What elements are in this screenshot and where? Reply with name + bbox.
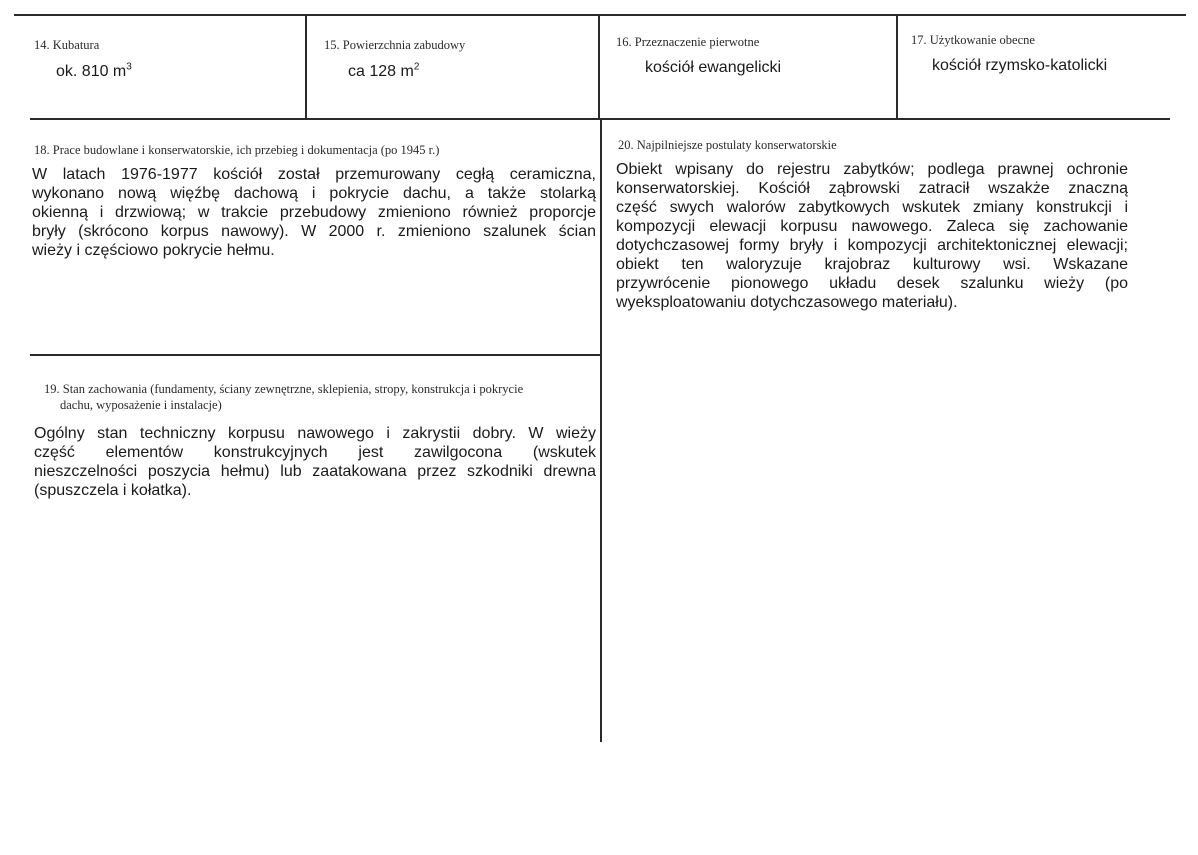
field-19-line: część elementów konstrukcyjnych jest zawilgocona (wskutek [34,444,596,461]
field-19-line: nieszczelności poszycia hełmu) lub zaatakowana przez szkodniki drewna [34,463,596,480]
field-20-line: wyeksploatowaniu dotychczasowego materiału). [616,294,958,311]
field-19-line: (spuszczela i kołatka). [34,482,192,499]
field-15-label: 15. Powierzchnia zabudowy [324,38,466,52]
field-18-line: okienną i drzwiową; w trakcie przebudowy zmieniono również proporcje [32,204,596,221]
field-18-line: wieży i częściowo pokrycie hełmu. [32,242,275,259]
field-19-label-cont [60,398,222,413]
field-20-line: Obiekt wpisany do rejestru zabytków; podlega prawnej ochronie [616,161,1128,178]
top-border [14,14,1186,16]
field-15-value-sup: 2 [413,61,420,73]
field-20-line: przywrócenie pionowego układu desek szalunku wieży (po [616,275,1128,292]
field-20-line: kompozycji elewacji korpusu nawowego. Zaleca się zachowanie [616,218,1128,235]
field-16-label: 16. Przeznaczenie pierwotne [616,35,760,49]
field-18-line: wykonano nową więźbę dachową i pokrycie dachu, a także stolarką [32,185,596,202]
field-17-label: 17. Użytkowanie obecne [911,33,1035,47]
field-19-label [44,382,523,397]
field-18-line: bryły (skrócono korpus nawowy). W 2000 r. zmieniono szalunek ścian [32,223,596,240]
field-20-line: obiekt ten waloryzuje krajobraz kulturowy wsi. Wskazane [616,256,1128,273]
field-20-line: konserwatorskiej. Kościół ząbrowski zatracił wszakże znaczną [616,180,1128,197]
field-14-value-text: ok. 810 m [56,63,127,80]
field-20-label: 20. Najpilniejsze postulaty konserwatorskie [618,138,837,152]
field-19-line: Ogólny stan techniczny korpusu nawowego i zakrystii dobry. W wieży [34,425,596,442]
field-17-value: kościół rzymsko-katolicki [932,57,1108,74]
field-18-label: 18. Prace budowlane i konserwatorskie, ich przebieg i dokumentacja (po 1945 r.) [34,143,440,157]
field-18-line: W latach 1976-1977 kościół został przemurowany cegłą ceramiczna, [32,166,596,183]
field-14-value-sup: 3 [126,61,132,73]
field-14-label: 14. Kubatura [34,38,100,52]
field-19-label-line: 19. Stan zachowania (fundamenty, ściany zewnętrzne, sklepienia, stropy, konstrukcja i pokrycie [44,382,524,396]
divider-15-16 [598,14,600,120]
field-19-text [34,424,596,500]
field-18-text [32,165,596,260]
row2-left-bottom-border [30,354,602,356]
field-20-line: część swych walorów zabytkowych wskutek zmiany konstrukcji i [616,199,1128,216]
field-15-value [348,63,419,81]
divider-14-15 [305,14,307,120]
field-14-value [56,63,132,81]
field-20-text [616,160,1128,312]
field-15-value-text: ca 128 m [348,63,414,80]
field-20-line: dotychczasowej formy bryły i kompozycji architektonicznej elewacji; [616,237,1128,254]
field-19-label-line: dachu, wyposażenie i instalacje) [60,398,222,412]
field-16-value: kościół ewangelicki [645,59,782,76]
center-column-divider [600,118,602,742]
divider-16-17 [896,14,898,120]
